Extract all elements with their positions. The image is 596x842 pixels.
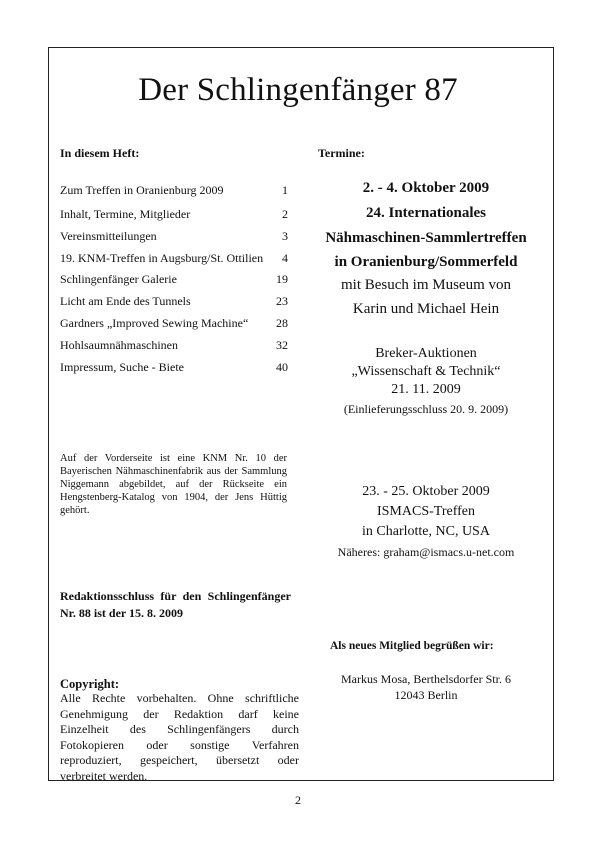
termine-heading: Termine: <box>318 146 365 160</box>
page-title: Der Schlingenfänger 87 <box>138 72 458 108</box>
new-member-heading: Als neues Mitglied begrüßen wir: <box>330 640 494 652</box>
event-breker: Breker-Auktionen „Wissenschaft & Technik“ 21. 11. 2009 (Einlieferungsschluss 20. 9. 2009) <box>343 346 509 416</box>
event-oranienburg: 2. - 4. Oktober 2009 24. Internationales Nähmaschinen-Sammlertreffen in Oranienburg/Sommerfeld mit Besuch im Museum von Karin und Michael Hein <box>325 180 527 317</box>
event-ismacs: 23. - 25. Oktober 2009 ISMACS-Treffen in Charlotte, NC, USA Näheres: graham@ismacs.u-net.com <box>337 484 515 559</box>
toc-heading: In diesem Heft: <box>60 146 140 160</box>
cover-note: Auf der Vorderseite ist eine KNM Nr. 10 der Bayerischen Nähmaschinenfabrik aus der Sammlung Niggemann abgebildet, auf der Rückseite ein Hengstenberg-Katalog von 1904, der Jens Hüttig gehört. <box>60 453 287 516</box>
new-member: Markus Mosa, Berthelsdorfer Str. 6 12043 Berlin <box>341 672 511 702</box>
copyright-heading: Copyright: <box>60 677 120 691</box>
page-number: 2 <box>295 793 301 807</box>
copyright-text: Alle Rechte vorbehalten. Ohne schriftliche Genehmigung der Redaktion darf keine Einzelheit des Schlingenfängers durch Fotokopieren oder sonstige Verfahren reproduziert, gespeichert, übersetzt oder verbreitet werden. <box>60 691 299 783</box>
deadline-note: Redaktionsschluss für den Schlingenfänger Nr. 88 ist der 15. 8. 2009 <box>60 589 291 620</box>
